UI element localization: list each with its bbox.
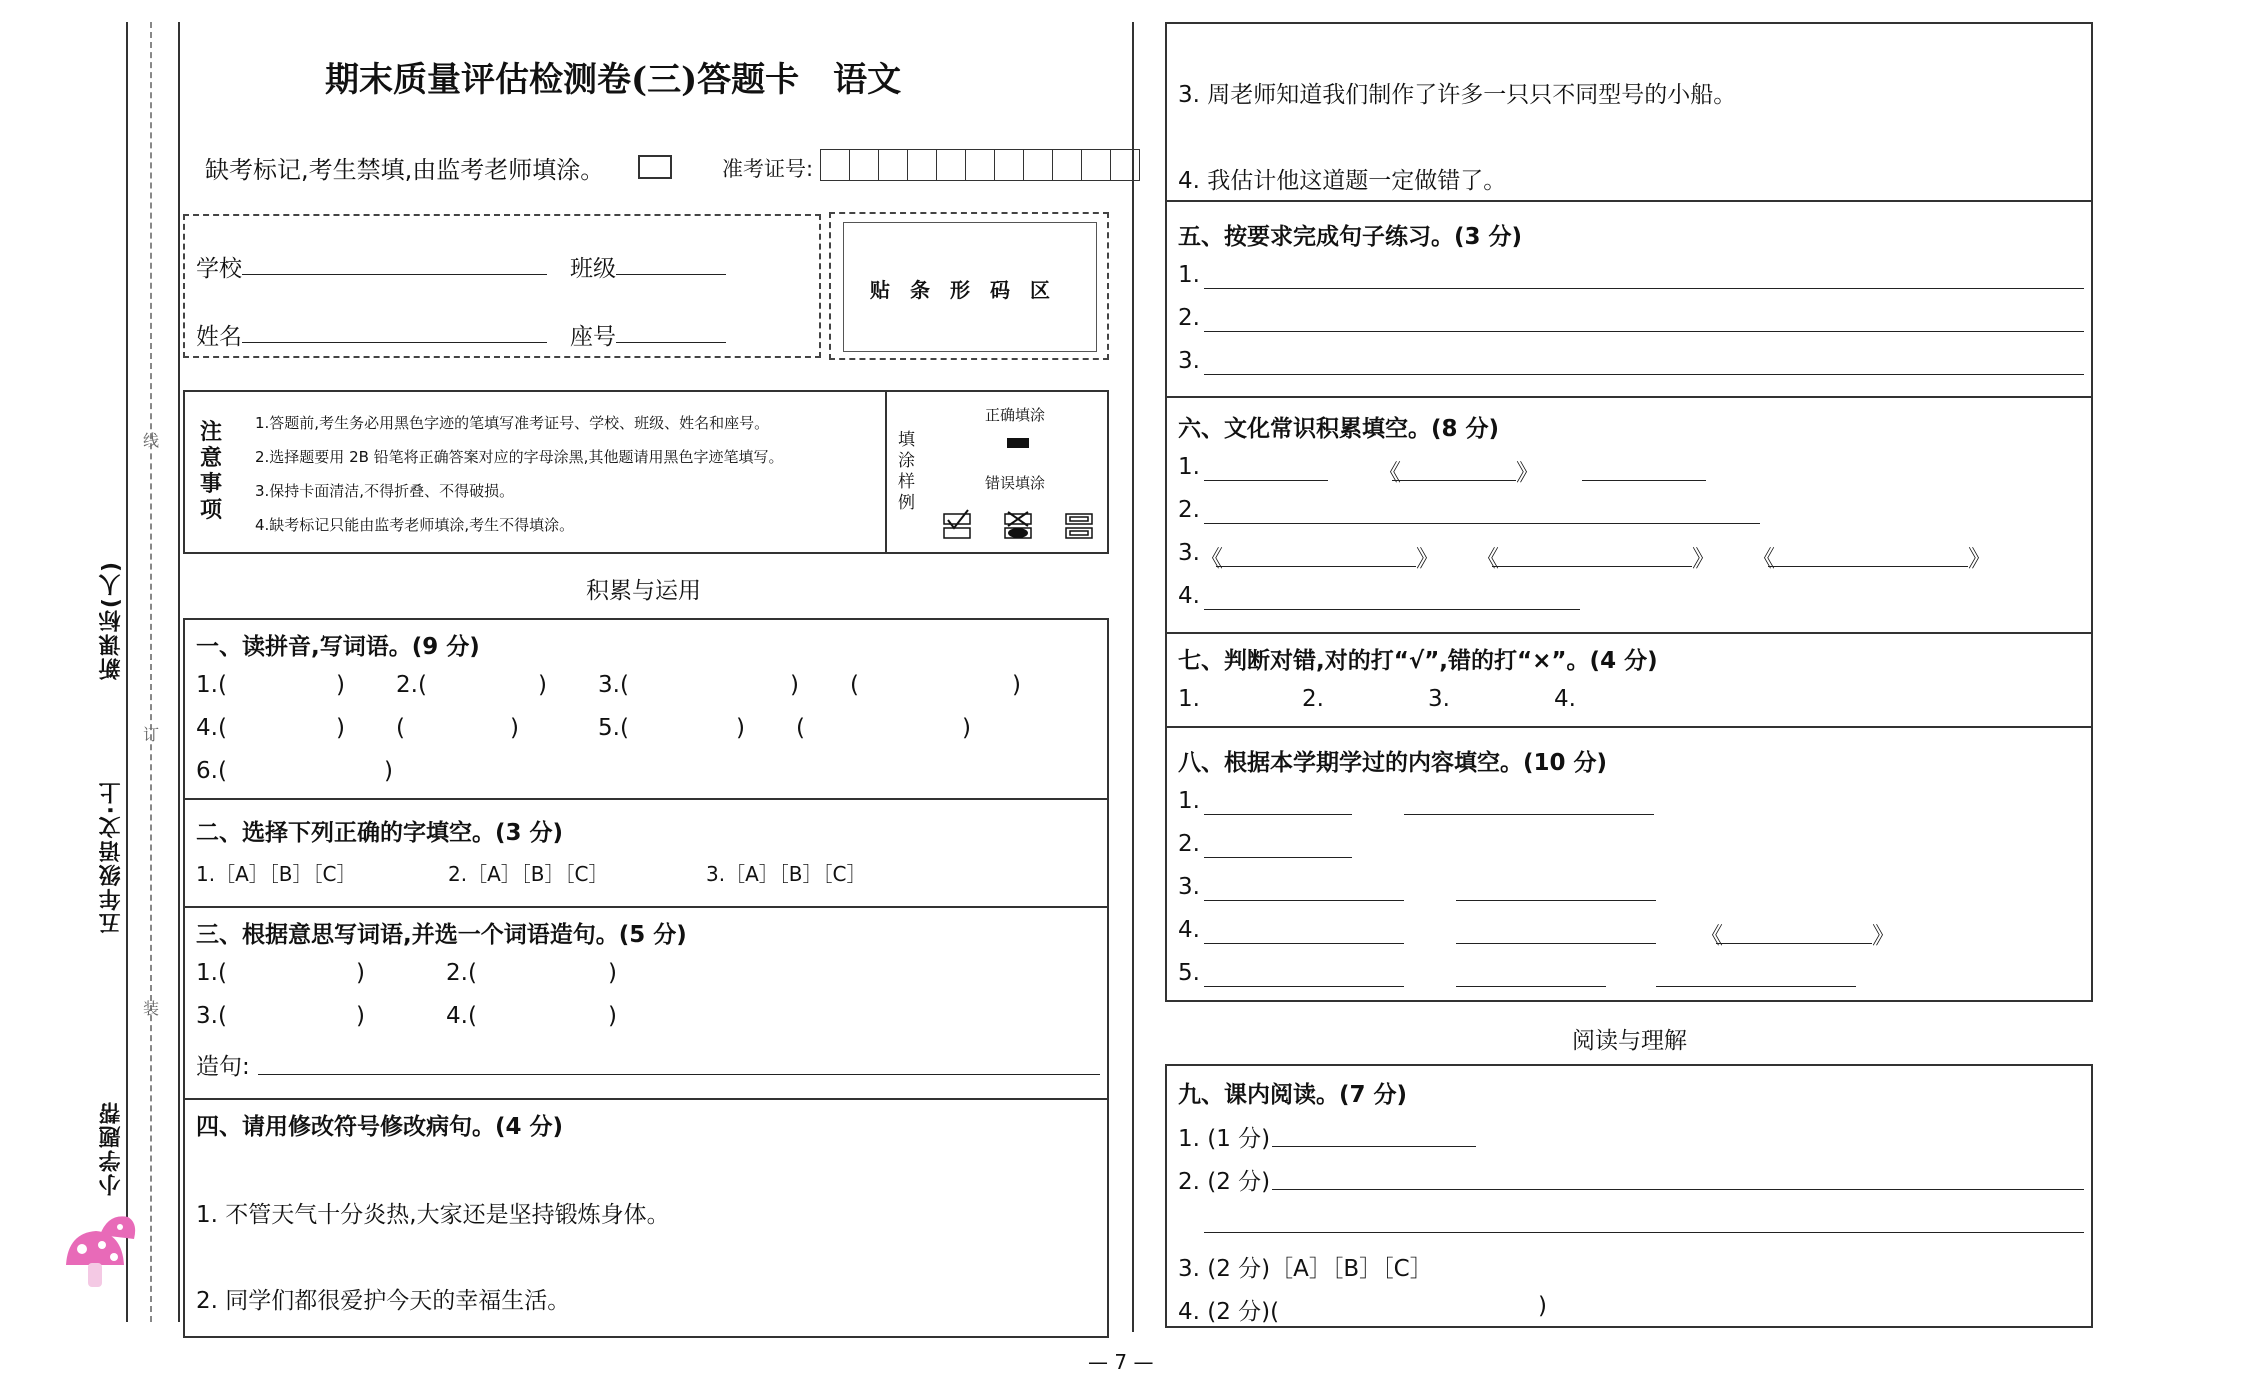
q1-n5b-close: ) <box>962 715 971 741</box>
q9-field-1[interactable] <box>1272 1146 1476 1147</box>
side-label-top: 新课标(人) <box>99 560 124 681</box>
q2-item-2[interactable]: 2.［A］［B］［C］ <box>448 862 609 886</box>
page-title: 期末质量评估检测卷(三)答题卡 语文 <box>325 60 902 100</box>
cut-mark-xian: 线 <box>143 431 160 450</box>
seat-label: 座号 <box>570 324 616 350</box>
name-field[interactable] <box>242 342 547 343</box>
q1-n1-close: ) <box>336 672 345 698</box>
q5-field-1[interactable] <box>1204 288 2084 289</box>
q7-n4[interactable]: 4. <box>1554 686 1576 712</box>
exam-no-boxes[interactable] <box>820 149 1140 181</box>
notice-divider <box>885 390 887 554</box>
q9-item-2: 2. (2 分) <box>1178 1169 1271 1195</box>
q9-item-3[interactable]: 3. (2 分)［A］［B］［C］ <box>1178 1256 1433 1282</box>
center-divider <box>1132 22 1134 1332</box>
q8-field-2[interactable] <box>1204 857 1352 858</box>
q1-n6-close: ) <box>384 758 393 784</box>
q5-n2: 2. <box>1178 305 1200 331</box>
q1-n6: 6.( <box>196 758 227 784</box>
q1-n3b-open: ( <box>850 672 859 698</box>
q8-field-1a[interactable] <box>1204 814 1352 815</box>
q6-n1-lq: 《 <box>1378 460 1401 486</box>
q8-field-4c[interactable] <box>1716 943 1872 944</box>
q8-field-5a[interactable] <box>1204 986 1404 987</box>
exam-no-label: 准考证号: <box>722 157 814 181</box>
q1-n3b-close: ) <box>1012 672 1021 698</box>
q6-field-1c[interactable] <box>1582 480 1706 481</box>
q3-n3-close: ) <box>356 1003 365 1029</box>
q9-item-4: 4. (2 分)( <box>1178 1299 1280 1325</box>
q6-field-1a[interactable] <box>1204 480 1328 481</box>
q5-n1: 1. <box>1178 262 1200 288</box>
notice-item-2: 2.选择题要用 2B 铅笔将正确答案对应的字母涂黑,其他题请用黑色字迹笔填写。 <box>255 448 784 466</box>
q8-field-4b[interactable] <box>1456 943 1656 944</box>
q8-field-5b[interactable] <box>1456 986 1606 987</box>
part1-heading: 积累与运用 <box>586 578 701 604</box>
q1-n4b-open: ( <box>396 715 405 741</box>
q1-n4-close: ) <box>336 715 345 741</box>
q9-field-2b[interactable] <box>1204 1232 2084 1233</box>
q8-n4-rq: 》 <box>1872 923 1895 949</box>
q8-field-3b[interactable] <box>1456 900 1656 901</box>
q6-field-3b[interactable] <box>1492 566 1692 567</box>
page-number: — 7 — <box>1088 1350 1154 1374</box>
q2-title: 二、选择下列正确的字填空。(3 分) <box>196 820 564 846</box>
q8-field-4a[interactable] <box>1204 943 1404 944</box>
q5-n3: 3. <box>1178 348 1200 374</box>
q1-n4b-close: ) <box>510 715 519 741</box>
part2-heading: 阅读与理解 <box>1572 1028 1687 1054</box>
wrong-fill-label: 错误填涂 <box>985 474 1046 492</box>
absent-note: 缺考标记,考生禁填,由监考老师填涂。 <box>205 156 605 184</box>
q8-field-3a[interactable] <box>1204 900 1404 901</box>
q4-sentence-2: 2. 同学们都很爱护今天的幸福生活。 <box>196 1288 571 1314</box>
mushroom-icon <box>58 1205 140 1295</box>
correct-fill-label: 正确填涂 <box>985 406 1046 424</box>
q7-n1[interactable]: 1. <box>1178 686 1200 712</box>
cut-mark-zhuang: 装 <box>143 999 160 1018</box>
notice-item-1: 1.答题前,考生务必用黑色字迹的笔填写准考证号、学校、班级、姓名和座号。 <box>255 414 770 432</box>
q6-n3: 3. <box>1178 540 1200 566</box>
q9-item-1: 1. (1 分) <box>1178 1126 1271 1152</box>
q5-field-3[interactable] <box>1204 374 2084 375</box>
q9-item-4-close: ) <box>1538 1293 1547 1319</box>
q1-title: 一、读拼音,写词语。(9 分) <box>196 634 480 660</box>
q6-n3-lq-b: 《 <box>1476 546 1499 572</box>
q6-n3-lq-a: 《 <box>1200 546 1223 572</box>
q4-cont-bottom-rule <box>1165 200 2093 202</box>
correct-fill-mark <box>1007 438 1029 448</box>
q5-title: 五、按要求完成句子练习。(3 分) <box>1178 224 1523 250</box>
q4-sentence-3: 3. 周老师知道我们制作了许多一只只不同型号的小船。 <box>1178 82 1737 108</box>
q4-title: 四、请用修改符号修改病句。(4 分) <box>196 1114 564 1140</box>
q6-n4: 4. <box>1178 583 1200 609</box>
absent-checkbox[interactable] <box>638 155 672 179</box>
q1-n5b-open: ( <box>796 715 805 741</box>
class-field[interactable] <box>616 274 726 275</box>
seat-field[interactable] <box>616 342 726 343</box>
q9-field-2a[interactable] <box>1272 1189 2084 1190</box>
q1-n1: 1.( <box>196 672 227 698</box>
q3-n2: 2.( <box>446 960 477 986</box>
q6-bottom-rule <box>1165 632 2093 634</box>
cut-mark-ding: 订 <box>143 725 160 744</box>
q8-n5: 5. <box>1178 960 1200 986</box>
wrong-fill-marks-icon <box>940 508 1100 544</box>
q6-field-1b[interactable] <box>1392 480 1516 481</box>
school-label: 学校 <box>196 256 242 282</box>
notice-item-3: 3.保持卡面清洁,不得折叠、不得破损。 <box>255 482 515 500</box>
q7-n3[interactable]: 3. <box>1428 686 1450 712</box>
q1-n5-close: ) <box>736 715 745 741</box>
q8-field-5c[interactable] <box>1656 986 1856 987</box>
q1-n5: 5.( <box>598 715 629 741</box>
q5-field-2[interactable] <box>1204 331 2084 332</box>
class-label: 班级 <box>570 256 616 282</box>
name-label: 姓名 <box>196 324 242 350</box>
fill-example-title: 填涂样例 <box>898 430 915 513</box>
q6-n2: 2. <box>1178 497 1200 523</box>
q4-sentence-1: 1. 不管天气十分炎热,大家还是坚持锻炼身体。 <box>196 1202 670 1228</box>
student-info-box <box>183 214 821 358</box>
q3-title: 三、根据意思写词语,并选一个词语造句。(5 分) <box>196 922 687 948</box>
q3-n2-close: ) <box>608 960 617 986</box>
notice-title: 注意事项 <box>200 420 223 523</box>
q3-n1-close: ) <box>356 960 365 986</box>
q6-n3-rq-a: 》 <box>1416 546 1439 572</box>
q1-n3: 3.( <box>598 672 629 698</box>
q6-field-4[interactable] <box>1204 609 1580 610</box>
q2-item-1[interactable]: 1.［A］［B］［C］ <box>196 862 357 886</box>
side-label-bottom: 小学题帮 <box>99 1100 124 1196</box>
q3-n1: 1.( <box>196 960 227 986</box>
q3-sentence-label: 造句: <box>196 1054 250 1080</box>
q8-n2: 2. <box>1178 831 1200 857</box>
q2-bottom-rule <box>183 906 1109 908</box>
binding-line-edge <box>178 22 180 1322</box>
q7-title: 七、判断对错,对的打“√”,错的打“×”。(4 分) <box>1178 648 1658 674</box>
q6-title: 六、文化常识积累填空。(8 分) <box>1178 416 1500 442</box>
barcode-label: 贴 条 形 码 区 <box>870 278 1050 302</box>
q1-n2: 2.( <box>396 672 427 698</box>
q3-sentence-field[interactable] <box>258 1074 1100 1075</box>
q3-bottom-rule <box>183 1098 1109 1100</box>
q5-bottom-rule <box>1165 396 2093 398</box>
q3-n4-close: ) <box>608 1003 617 1029</box>
q6-n3-rq-c: 》 <box>1968 546 1991 572</box>
q1-n3-close: ) <box>790 672 799 698</box>
q6-n3-lq-c: 《 <box>1752 546 1775 572</box>
q6-n3-rq-b: 》 <box>1692 546 1715 572</box>
q2-item-3[interactable]: 3.［A］［B］［C］ <box>706 862 867 886</box>
q8-n4: 4. <box>1178 917 1200 943</box>
q1-n2-close: ) <box>538 672 547 698</box>
q6-n1-rq: 》 <box>1516 460 1539 486</box>
q8-n4-lq: 《 <box>1700 923 1723 949</box>
q1-bottom-rule <box>183 798 1109 800</box>
q6-field-3c[interactable] <box>1768 566 1968 567</box>
notice-item-4: 4.缺考标记只能由监考老师填涂,考生不得填涂。 <box>255 516 575 534</box>
q8-n3: 3. <box>1178 874 1200 900</box>
binding-line-inner <box>150 22 152 1322</box>
side-label-middle: 五年级语文·上 <box>99 780 124 935</box>
school-field[interactable] <box>242 274 547 275</box>
q6-field-2[interactable] <box>1204 523 1760 524</box>
q3-n3: 3.( <box>196 1003 227 1029</box>
q4-sentence-4: 4. 我估计他这道题一定做错了。 <box>1178 168 1507 194</box>
q8-field-1b[interactable] <box>1404 814 1654 815</box>
q6-field-3a[interactable] <box>1216 566 1416 567</box>
q3-n4: 4.( <box>446 1003 477 1029</box>
q8-title: 八、根据本学期学过的内容填空。(10 分) <box>1178 750 1608 776</box>
q6-n1: 1. <box>1178 454 1200 480</box>
q1-n4: 4.( <box>196 715 227 741</box>
q7-n2[interactable]: 2. <box>1302 686 1324 712</box>
q8-n1: 1. <box>1178 788 1200 814</box>
q7-bottom-rule <box>1165 726 2093 728</box>
q9-title: 九、课内阅读。(7 分) <box>1178 1082 1408 1108</box>
